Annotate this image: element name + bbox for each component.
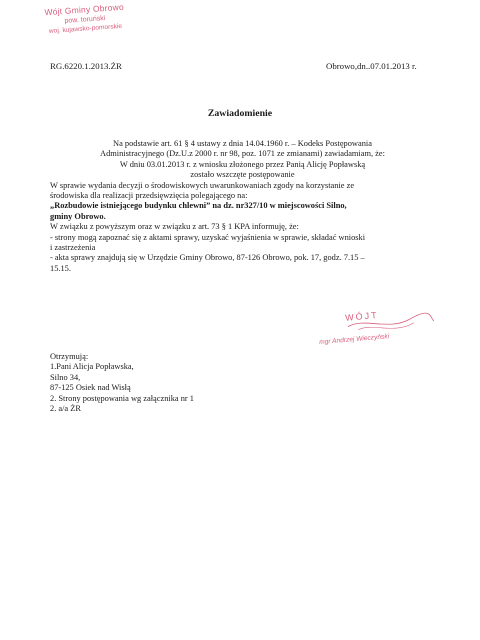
handwritten-signature — [317, 305, 440, 355]
recipients-heading: Otrzymują: — [50, 352, 89, 361]
body-line: Na podstawie art. 61 § 4 ustawy z dnia 14.04.1960 r. – Kodeks Postępowania — [113, 139, 372, 148]
body-line: W związku z powyższym oraz w związku z art. 73 § 1 KPA informuję, że: — [50, 222, 299, 232]
signature-name: mgr Andrzej Wieczyński — [318, 333, 390, 347]
stamp-line-3: woj. kujawsko-pomorskie — [48, 22, 123, 36]
reference-number: RG.6220.1.2013.ŻR — [50, 61, 122, 71]
body-line: W dniu 03.01.2013 r. z wniosku złożonego przez Panią Alicję Popławską — [119, 159, 366, 169]
notice-paragraph — [50, 222, 435, 274]
subject-paragraph — [50, 181, 435, 223]
recipient-line: 1.Pani Alicja Popławska, — [50, 362, 134, 372]
body-line: zostało wszczęte postępowanie — [190, 170, 295, 180]
stamp-line-2: pow. toruński — [64, 14, 106, 25]
body-line: i zastrzeżenia — [50, 243, 96, 253]
body-line: - akta sprawy znajdują się w Urzędzie Gminy Obrowo, 87-126 Obrowo, pok. 17, godz. 7.15 – — [50, 253, 365, 263]
stamp-line-1: Wójt Gminy Obrowo — [44, 1, 125, 18]
project-name-line: „Rozbudowie istniejącego budynku chlewni” na dz. nr327/10 w miejscowości Silno, — [50, 201, 347, 211]
body-line: Administracyjnego (Dz.U.z 2000 r. nr 98, poz. 1071 ze zmianami) zawiadamiam, że: — [100, 149, 385, 159]
place-and-date: Obrowo,dn..07.01.2013 r. — [326, 61, 417, 71]
office-stamp — [34, 2, 136, 37]
project-name-line: gminy Obrowo. — [50, 211, 106, 221]
body-line: środowiska dla realizacji przedsięwzięcia polegającego na: — [50, 191, 248, 201]
document-title: Zawiadomienie — [207, 108, 273, 119]
body-line: - strony mogą zapoznać się z aktami sprawy, uzyskać wyjaśnienia w sprawie, składać wnioski — [50, 232, 366, 242]
recipient-line: 87-125 Osiek nad Wisłą — [50, 383, 131, 393]
recipients-list — [50, 352, 194, 414]
signature-role: WÓJT — [344, 309, 380, 323]
legal-basis-block — [50, 139, 435, 181]
signature-stamp — [317, 305, 439, 346]
recipient-line: Silno 34, — [50, 372, 81, 382]
recipient-line: 2. a/a ŻR — [50, 404, 81, 414]
body-line: 15.15. — [50, 263, 71, 273]
body-line: W sprawie wydania decyzji o środowiskowych uwarunkowaniach zgody na korzystanie ze — [50, 180, 355, 190]
recipient-line: 2. Strony postępowania wg załącznika nr 1 — [50, 393, 194, 403]
document-body — [50, 139, 435, 274]
